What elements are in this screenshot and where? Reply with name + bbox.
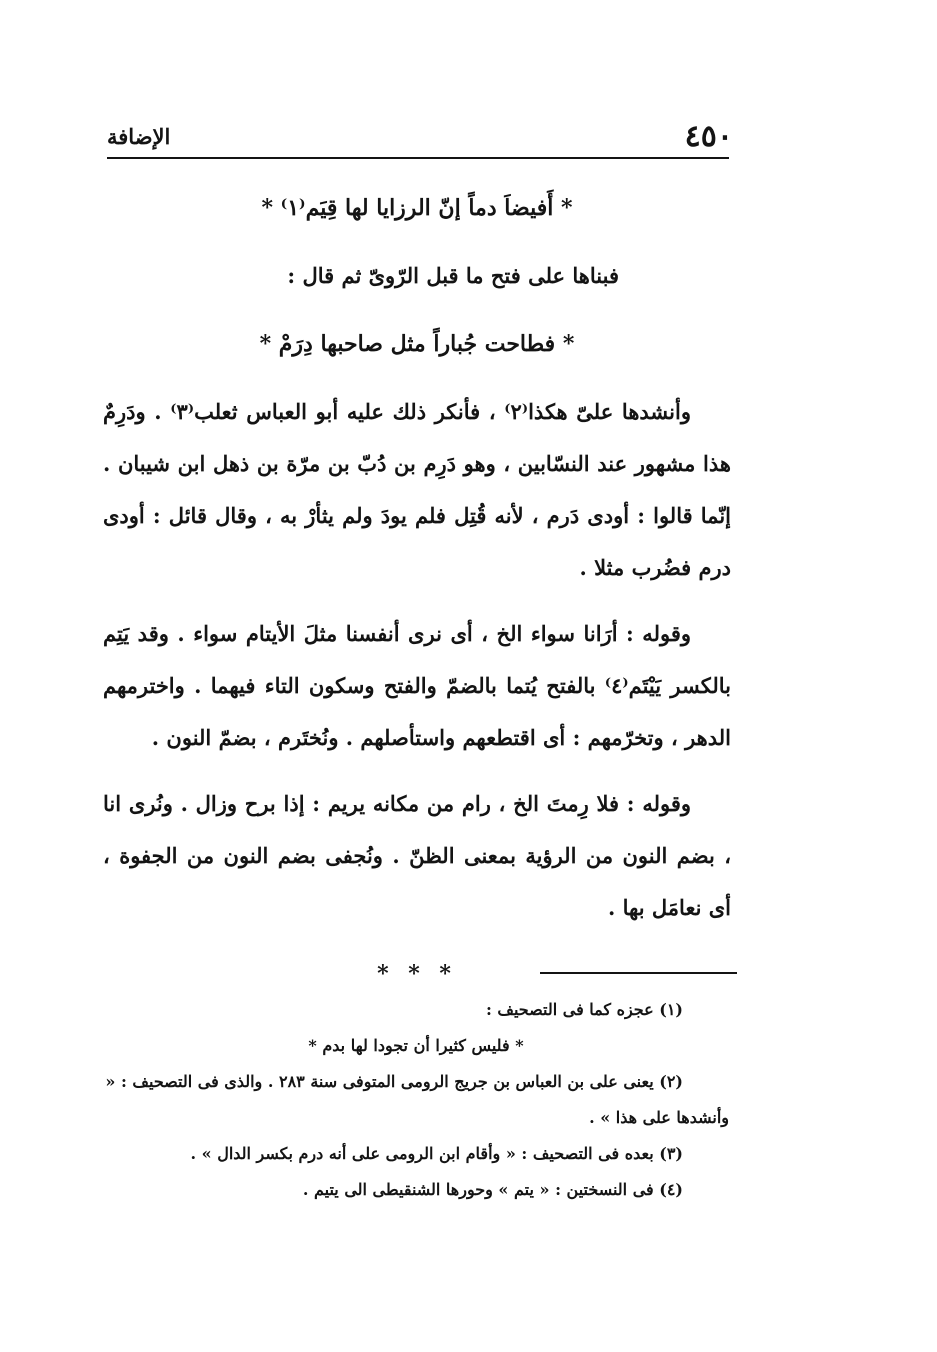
- footnote-rule: [540, 972, 737, 974]
- running-title: الإضافة: [107, 124, 171, 149]
- section-separator: * * *: [377, 961, 457, 987]
- header-rule: [107, 157, 729, 159]
- paragraph-3: وقوله : فلا رِمتَ الخ ، رام من مكانه يريم : إذا برح وزال . ونُرى انا ، بضم النون من الرؤية بمعنى الظنّ . ونُجفى بضم النون من الجفوة ، أى نعامَل بها .: [103, 791, 731, 920]
- main-text: [103, 182, 731, 1000]
- footnote-2: (٢) يعنى على بن العباس بن جريج الرومى المتوفى سنة ٢٨٣ . والذى فى التصحيف : « وأنشدها على هذا » .: [105, 1072, 729, 1127]
- paragraph-2: وقوله : أرَانا سواء الخ ، أى نرى أنفسنا مثلَ الأيتام سواء . وقد يَتِم بالكسر يَيْتَم⁽٤⁾ بالفتح يُتما بالضمّ والفتح وسكون التاء فيهما . واخترمهم الدهر ، وتخرّمهم : أى اقتطعهم واستأصلهم . ونُختَرم ، بضمّ النون .: [103, 621, 731, 750]
- footnote-4: (٤) فى النسختين : « يتم » وحورها الشنقيطى الى يتيم .: [302, 1180, 683, 1199]
- verse-1: * أَفيضاَ دماً إنّ الرزايا لها قِيَم⁽١⁾ *: [261, 195, 573, 221]
- paragraph-1: وأنشدها علىّ هكذا⁽٢⁾ ، فأنكر ذلك عليه أبو العباس ثعلب⁽٣⁾ . ودَرِمٌ هذا مشهور عند النسّابين ، وهو دَرِم بن دُبّ بن مرّة بن ذهل ابن شيبان . إنّما قالوا : أودى دَرم ، لأنه قُتِل فلم يودَ ولم يثأرْ به ، وقال قائل : أودى درم فضُرب مثلا .: [103, 399, 731, 580]
- page-number: ٤٥٠: [684, 119, 733, 154]
- footnote-1: (١) عجزه كما فى التصحيف :: [485, 1000, 683, 1019]
- verse-2: * فطاحت جُباراً مثل صاحبها دِرَمْ *: [259, 331, 575, 357]
- footnotes: [103, 992, 729, 1208]
- verse-intro: فبناها على فتح ما قبل الرّوىّ ثم قال :: [287, 263, 619, 288]
- footnote-1-quote: * فليس كثيرا أن تجودا لها بدم *: [308, 1036, 524, 1055]
- footnote-3: (٣) بعده فى التصحيف : « وأقام ابن الرومى على أنه درم بكسر الدال » .: [190, 1144, 683, 1163]
- page-header: [107, 120, 733, 156]
